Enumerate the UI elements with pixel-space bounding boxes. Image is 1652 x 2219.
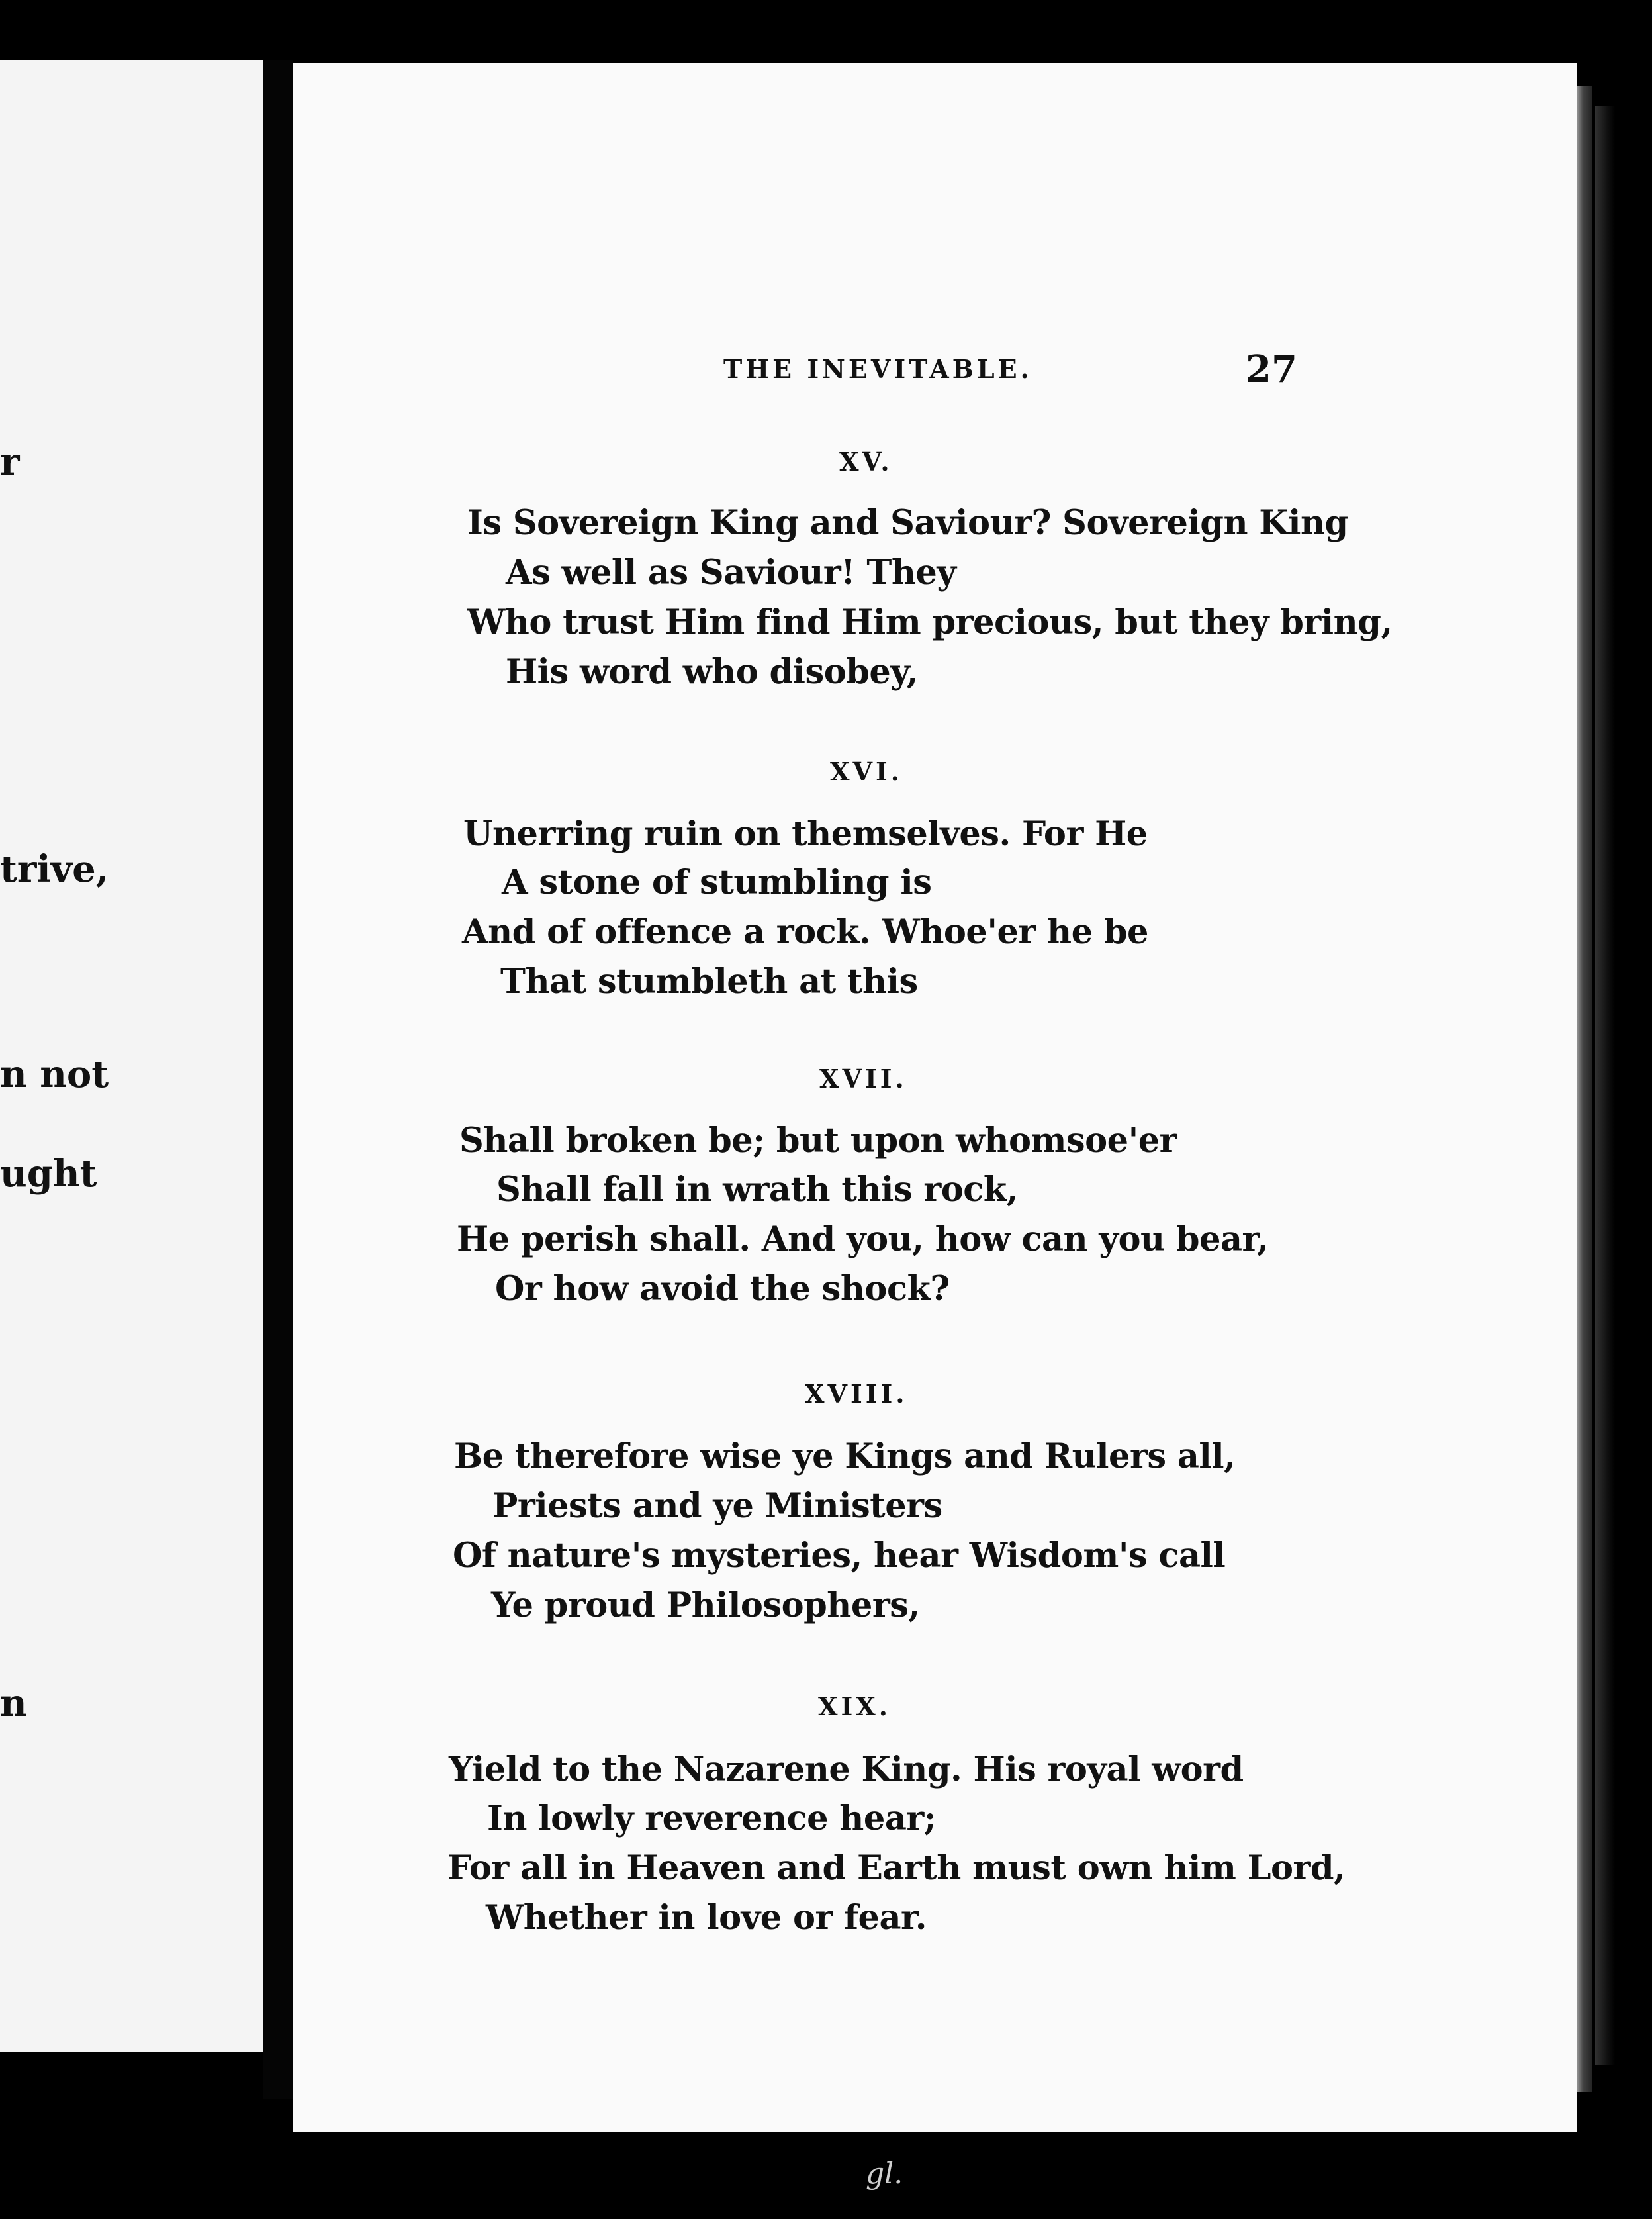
stanza-number: XV. <box>839 447 893 477</box>
verse-line: Or how avoid the shock? <box>495 1269 950 1309</box>
verse-line: Priests and ye Ministers <box>492 1486 942 1526</box>
verse-line: That stumbleth at this <box>500 962 918 1002</box>
verse-line: Is Sovereign King and Saviour? Sovereign King <box>467 503 1348 543</box>
verse-line: Yield to the Nazarene King. His royal word <box>449 1750 1244 1789</box>
stanza-number: XIX. <box>818 1691 891 1721</box>
verse-line: Of nature's mysteries, hear Wisdom's call <box>453 1536 1226 1576</box>
left-page-fragment: n not <box>0 1053 109 1096</box>
book-gutter <box>263 60 293 2099</box>
verse-line: Whether in love or fear. <box>486 1898 927 1938</box>
previous-page-strip <box>0 60 263 2052</box>
verse-line: Shall broken be; but upon whomsoe'er <box>459 1121 1177 1160</box>
verse-line: For all in Heaven and Earth must own him Lord, <box>447 1848 1346 1888</box>
stanza-number: XVI. <box>830 757 903 786</box>
book-page <box>293 63 1577 2132</box>
left-page-fragment: r <box>0 440 20 484</box>
page-edge <box>1577 86 1592 2092</box>
verse-line: His word who disobey, <box>506 652 918 692</box>
verse-line: In lowly reverence hear; <box>487 1799 937 1838</box>
verse-line: He perish shall. And you, how can you bear, <box>457 1219 1269 1259</box>
verse-line: Be therefore wise ye Kings and Rulers all, <box>454 1437 1236 1476</box>
running-head: THE INEVITABLE. <box>723 354 1032 384</box>
left-page-fragment: n <box>0 1681 27 1725</box>
pencil-mark: gl. <box>866 2157 903 2191</box>
stanza-number: XVIII. <box>805 1379 908 1409</box>
left-page-fragment: trive, <box>0 847 109 891</box>
page-edge-shadow <box>1595 106 1615 2065</box>
verse-line: As well as Saviour! They <box>506 553 956 592</box>
page-number: 27 <box>1246 348 1297 391</box>
verse-line: Shall fall in wrath this rock, <box>496 1170 1018 1209</box>
verse-line: And of offence a rock. Whoe'er he be <box>462 912 1148 952</box>
verse-line: Ye proud Philosophers, <box>491 1585 920 1625</box>
verse-line: A stone of stumbling is <box>502 863 932 902</box>
verse-line: Unerring ruin on themselves. For He <box>463 814 1148 854</box>
verse-line: Who trust Him find Him precious, but they bring, <box>467 602 1393 642</box>
left-page-fragment: ught <box>0 1152 97 1196</box>
stanza-number: XVII. <box>819 1064 907 1094</box>
